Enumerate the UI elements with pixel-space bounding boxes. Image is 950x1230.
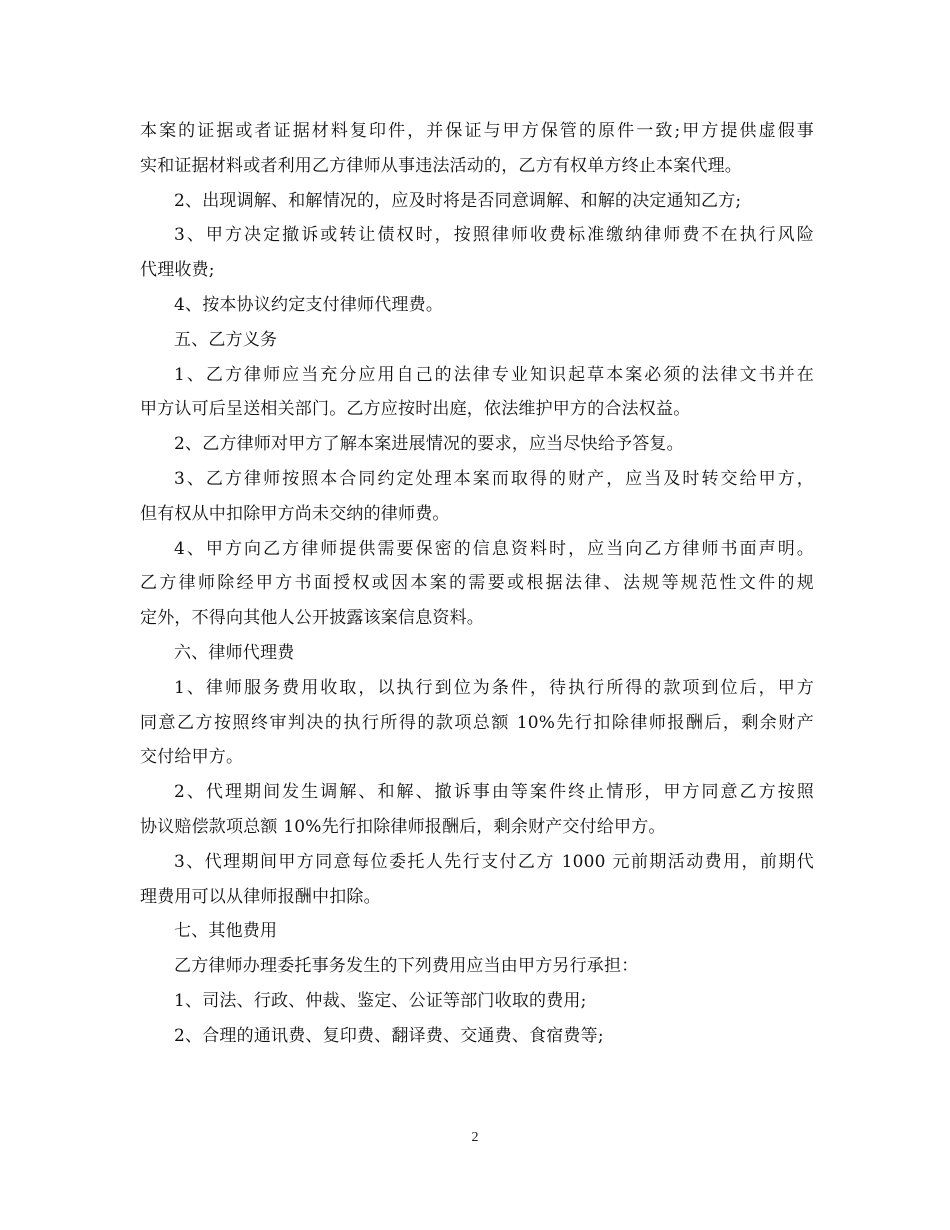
- paragraph-line: 定外，不得向其他人公开披露该案信息资料。: [140, 608, 484, 629]
- paragraph-line: 3、代理期间甲方同意每位委托人先行支付乙方 1000 元前期活动费用，前期代: [174, 851, 814, 872]
- section-heading: 六、律师代理费: [174, 642, 295, 663]
- paragraph-line: 2、合理的通讯费、复印费、翻译费、交通费、食宿费等;: [174, 1025, 604, 1046]
- page-number: 2: [471, 1130, 479, 1145]
- paragraph-line: 甲方认可后呈送相关部门。乙方应按时出庭，依法维护甲方的合法权益。: [140, 399, 691, 420]
- paragraph-line: 1、乙方律师应当充分应用自己的法律专业知识起草本案必须的法律文书并在: [174, 364, 814, 385]
- paragraph-line: 乙方律师除经甲方书面授权或因本案的需要或根据法律、法规等规范性文件的规: [140, 573, 814, 594]
- paragraph-line: 4、按本协议约定支付律师代理费。: [174, 294, 444, 315]
- document-body: [140, 114, 814, 1054]
- paragraph-line: 2、乙方律师对甲方了解本案进展情况的要求，应当尽快给予答复。: [174, 434, 684, 455]
- section-heading: 五、乙方义务: [174, 329, 278, 350]
- paragraph-line: 1、司法、行政、仲裁、鉴定、公证等部门收取的费用;: [174, 990, 587, 1011]
- paragraph-line: 1、律师服务费用收取，以执行到位为条件，待执行所得的款项到位后，甲方: [174, 677, 814, 698]
- paragraph-line: 代理收费;: [140, 260, 215, 281]
- paragraph-line: 2、出现调解、和解情况的，应及时将是否同意调解、和解的决定通知乙方;: [174, 190, 742, 211]
- paragraph-line: 2、代理期间发生调解、和解、撤诉事由等案件终止情形，甲方同意乙方按照: [174, 782, 814, 803]
- paragraph-line: 3、乙方律师按照本合同约定处理本案而取得的财产，应当及时转交给甲方，: [174, 468, 814, 489]
- paragraph-line: 交付给甲方。: [140, 747, 244, 768]
- paragraph-line: 乙方律师办理委托事务发生的下列费用应当由甲方另行承担：: [174, 956, 639, 977]
- paragraph-line: 实和证据材料或者利用乙方律师从事违法活动的，乙方有权单方终止本案代理。: [140, 155, 742, 176]
- paragraph-line: 理费用可以从律师报酬中扣除。: [140, 886, 381, 907]
- section-heading: 七、其他费用: [174, 921, 278, 942]
- paragraph-line: 同意乙方按照终审判决的执行所得的款项总额 10%先行扣除律师报酬后，剩余财产: [140, 712, 814, 733]
- paragraph-line: 协议赔偿款项总额 10%先行扣除律师报酬后，剩余财产交付给甲方。: [140, 816, 666, 837]
- paragraph-line: 4、甲方向乙方律师提供需要保密的信息资料时，应当向乙方律师书面声明。: [174, 538, 814, 559]
- paragraph-line: 3、甲方决定撤诉或转让债权时，按照律师收费标准缴纳律师费不在执行风险: [174, 225, 814, 246]
- paragraph-line: 本案的证据或者证据材料复印件，并保证与甲方保管的原件一致;甲方提供虚假事: [140, 121, 814, 141]
- paragraph-line: 但有权从中扣除甲方尚未交纳的律师费。: [140, 503, 450, 524]
